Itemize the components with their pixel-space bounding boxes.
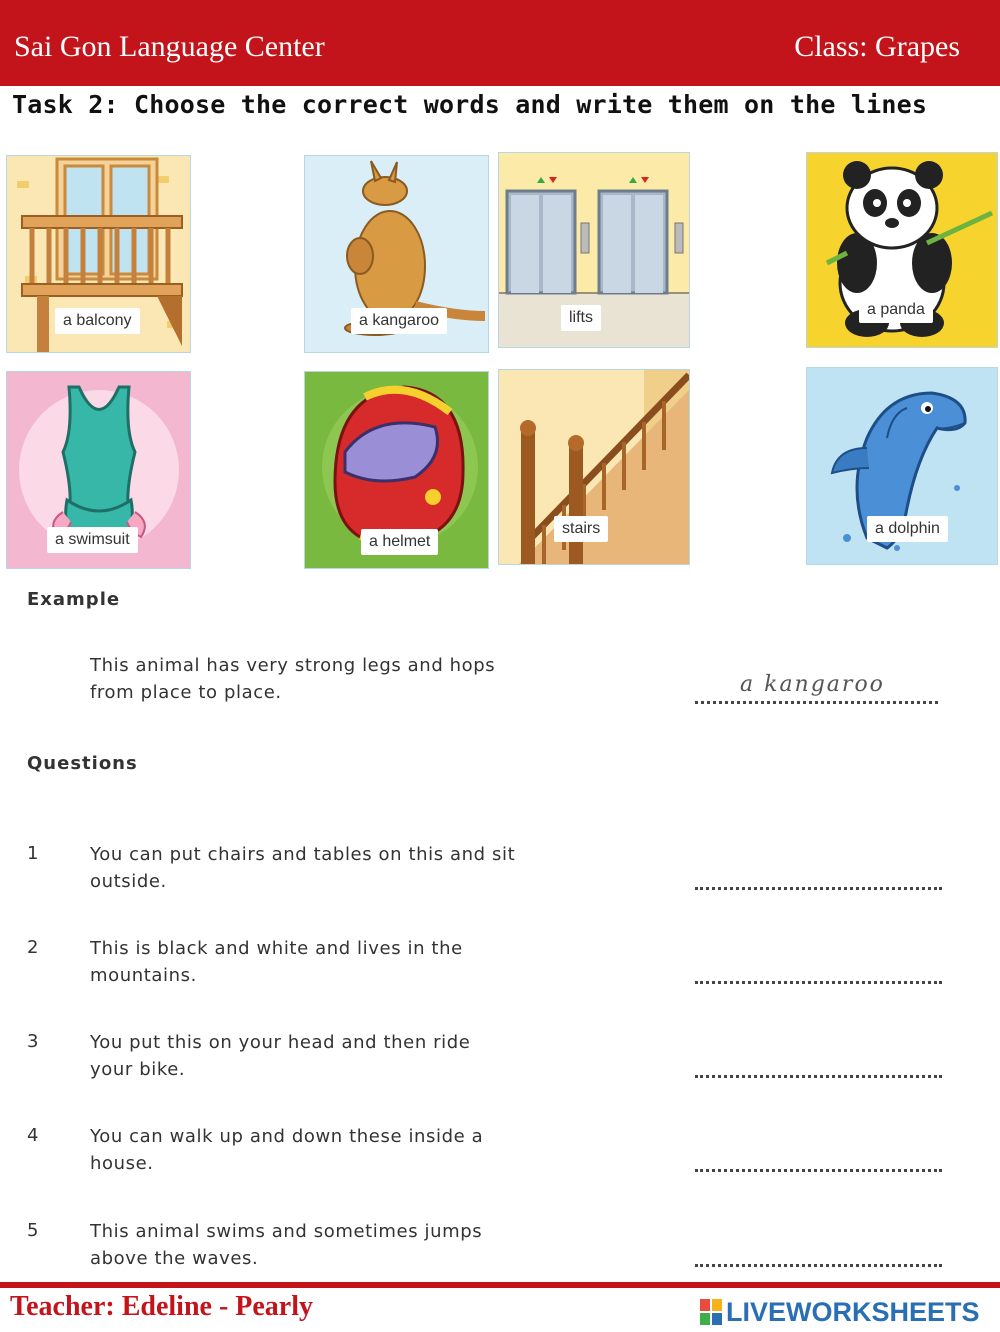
class-name: Class: Grapes (794, 30, 960, 63)
brand-liveworksheets[interactable]: LIVEWORKSHEETS (726, 1297, 980, 1327)
example-line-2: from place to place. (90, 682, 282, 703)
label-balcony: a balcony (55, 308, 140, 334)
question-line-1: This animal swims and sometimes jumps (90, 1221, 483, 1242)
example-heading: Example (27, 589, 121, 610)
question-number: 1 (27, 843, 39, 864)
liveworksheets-logo-icon (700, 1299, 722, 1325)
question-text (90, 935, 650, 989)
question-line-2: your bike. (90, 1059, 186, 1080)
label-helmet: a helmet (361, 529, 438, 555)
picture-balcony (6, 155, 191, 353)
answer-input-5[interactable] (695, 1236, 942, 1267)
picture-panda (806, 152, 998, 348)
example-answer: a kangaroo (740, 672, 885, 697)
question-text (90, 1123, 650, 1177)
label-swimsuit: a swimsuit (47, 527, 138, 553)
picture-dolphin (806, 367, 998, 565)
question-line-2: above the waves. (90, 1248, 259, 1269)
question-line-2: mountains. (90, 965, 197, 986)
answer-input-4[interactable] (695, 1141, 942, 1172)
task-title: Task 2: Choose the correct words and write them on the lines (12, 90, 928, 119)
answer-input-1[interactable] (695, 859, 942, 890)
question-text (90, 1218, 650, 1272)
example-answer-line (695, 701, 938, 704)
example-text (90, 652, 650, 706)
question-text (90, 1029, 650, 1083)
question-line-1: You can put chairs and tables on this and sit (90, 844, 516, 865)
question-number: 5 (27, 1220, 39, 1241)
label-kangaroo: a kangaroo (351, 308, 447, 334)
label-dolphin: a dolphin (867, 516, 948, 542)
teacher-name: Teacher: Edeline - Pearly (10, 1291, 314, 1322)
picture-swimsuit (6, 371, 191, 569)
label-lifts: lifts (561, 305, 601, 331)
picture-stairs (498, 369, 690, 565)
label-panda: a panda (859, 297, 933, 323)
picture-kangaroo (304, 155, 489, 353)
question-line-2: outside. (90, 871, 167, 892)
answer-input-2[interactable] (695, 953, 942, 984)
footer-divider (0, 1282, 1000, 1288)
picture-lifts (498, 152, 690, 348)
question-number: 4 (27, 1125, 39, 1146)
answer-input-3[interactable] (695, 1047, 942, 1078)
example-line-1: This animal has very strong legs and hops (90, 655, 496, 676)
questions-heading: Questions (27, 753, 138, 774)
question-text (90, 841, 650, 895)
question-line-1: You put this on your head and then ride (90, 1032, 471, 1053)
label-stairs: stairs (554, 516, 608, 542)
header-bar (0, 0, 1000, 86)
picture-helmet (304, 371, 489, 569)
question-number: 3 (27, 1031, 39, 1052)
question-line-2: house. (90, 1153, 154, 1174)
question-line-1: You can walk up and down these inside a (90, 1126, 484, 1147)
question-line-1: This is black and white and lives in the (90, 938, 463, 959)
question-number: 2 (27, 937, 39, 958)
center-name: Sai Gon Language Center (14, 30, 325, 63)
